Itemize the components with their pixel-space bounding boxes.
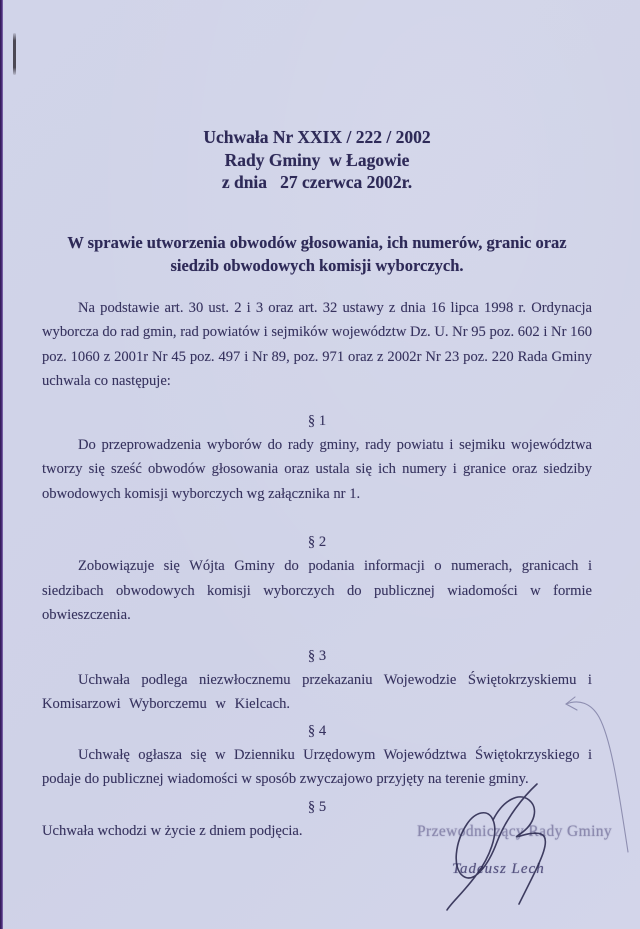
section-1	[42, 409, 592, 507]
section-4-number: § 4	[307, 722, 327, 739]
section-5-number: § 5	[307, 798, 327, 815]
section-1-number: § 1	[307, 412, 327, 429]
section-2	[42, 530, 592, 628]
preamble-paragraph: Na podstawie art. 30 ust. 2 i 3 oraz art. 32 ustawy z dnia 16 lipca 1998 r. Ordynacja wyborcza do rad gmin, rad powiatów i sejmików województw Dz. U. Nr 95 poz. 602 i Nr 160 poz. 1060 z 2001r Nr 45 poz. 497 i Nr 89, poz. 971 oraz z 2002r Nr 23 poz. 220 Rada Gminy uchwala co następuje:	[42, 299, 592, 389]
section-4-text: Uchwałę ogłasza się w Dzienniku Urzędowym Województwa Świętokrzyskiego i podaje do publicznej wiadomości w sposób zwyczajowo przyjęty na terenie gminy.	[42, 746, 592, 787]
signature-role-stamp: Przewodniczący Rady Gminy	[417, 823, 613, 840]
section-5-text: Uchwała wchodzi w życie z dniem podjęcia.	[42, 822, 303, 839]
resolution-subject: W sprawie utworzenia obwodów głosowania, ich numerów, granic oraz siedzib obwodowych komisji wyborczych.	[67, 232, 567, 275]
section-4	[42, 719, 592, 792]
title-line-number: Uchwała Nr XXIX / 222 / 2002	[203, 127, 431, 147]
title-line-date: z dnia 27 czerwca 2002r.	[221, 172, 413, 192]
section-3	[42, 644, 592, 717]
title-line-council: Rady Gminy w Łagowie	[224, 149, 410, 170]
section-3-text: Uchwała podlega niezwłocznemu przekazaniu Wojewodzie Świętokrzyskiemu i Komisarzowi Wyborczemu w Kielcach.	[42, 671, 592, 712]
section-3-number: § 3	[307, 647, 327, 664]
resolution-title	[42, 126, 592, 194]
section-2-number: § 2	[307, 534, 327, 550]
section-1-text: Do przeprowadzenia wyborów do rady gminy, rady powiatu i sejmiku województwa tworzy się sześć obwodów głosowania oraz ustala się ich numery i granice oraz siedziby obwodowych komisji wyborczych wg załącznika nr 1.	[42, 436, 592, 502]
signature-name-stamp: Tadeusz Lech	[452, 861, 545, 877]
section-2-text: Zobowiązuje się Wójta Gminy do podania informacji o numerach, granicach i siedzibach obwodowych komisji wyborczych do publicznej wiadomości w formie obwieszczenia.	[42, 558, 592, 623]
